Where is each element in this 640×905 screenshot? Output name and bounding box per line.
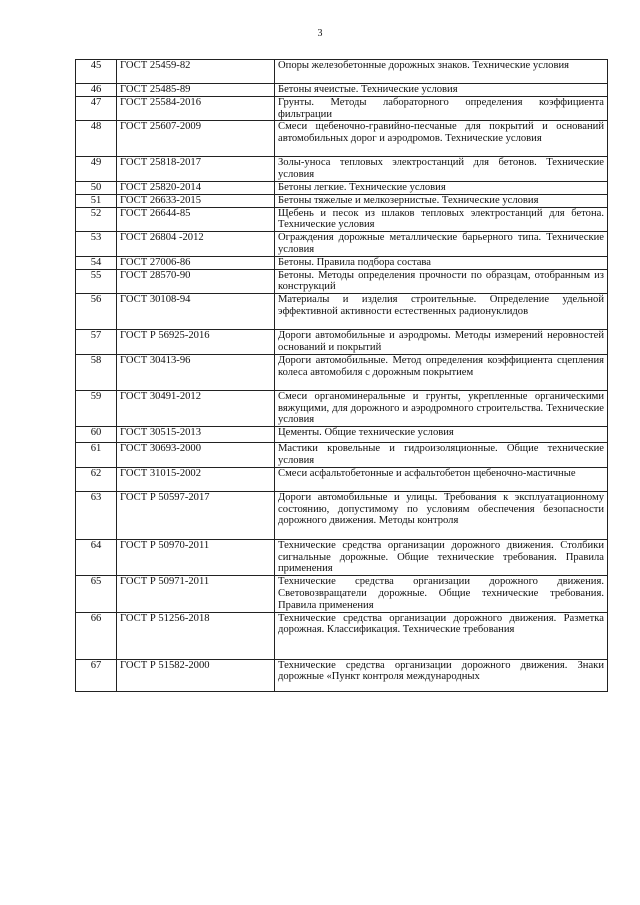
standard-code: ГОСТ Р 50971-2011 — [117, 576, 275, 612]
standard-title: Бетоны. Методы определения прочности по образцам, отобранным из конструкций — [275, 269, 608, 294]
standard-code: ГОСТ Р 56925-2016 — [117, 330, 275, 355]
standard-title: Мастики кровельные и гидроизоляционные. Общие технические условия — [275, 443, 608, 468]
standard-code: ГОСТ Р 51256-2018 — [117, 612, 275, 659]
row-number: 52 — [76, 207, 117, 232]
page-number: 3 — [317, 28, 323, 39]
table-row — [76, 294, 608, 330]
standard-code: ГОСТ 25607-2009 — [117, 121, 275, 157]
standard-title: Технические средства организации дорожного движения. Световозвращатели дорожные. Общие технические требования. Правила применения — [275, 576, 608, 612]
row-number: 45 — [76, 60, 117, 84]
table-row — [76, 96, 608, 121]
table-row — [76, 612, 608, 659]
standard-code: ГОСТ Р 50970-2011 — [117, 539, 275, 575]
standard-code: ГОСТ 25584-2016 — [117, 96, 275, 121]
table-row — [76, 60, 608, 84]
table-row — [76, 330, 608, 355]
table-row — [76, 390, 608, 426]
table-row — [76, 443, 608, 468]
row-number: 57 — [76, 330, 117, 355]
row-number: 46 — [76, 84, 117, 97]
standard-code: ГОСТ 30413-96 — [117, 354, 275, 390]
table-row — [76, 491, 608, 539]
table-row — [76, 269, 608, 294]
row-number: 61 — [76, 443, 117, 468]
standard-code: ГОСТ 25459-82 — [117, 60, 275, 84]
row-number: 51 — [76, 194, 117, 207]
standard-title: Технические средства организации дорожного движения. Столбики сигнальные дорожные. Общие технические требования. Правила применения — [275, 539, 608, 575]
row-number: 64 — [76, 539, 117, 575]
standard-title: Цементы. Общие технические условия — [275, 427, 608, 443]
row-number: 67 — [76, 659, 117, 691]
table-row — [76, 576, 608, 612]
standard-title: Опоры железобетонные дорожных знаков. Технические условия — [275, 60, 608, 84]
standard-title: Бетоны тяжелые и мелкозернистые. Технические условия — [275, 194, 608, 207]
table-row — [76, 181, 608, 194]
row-number: 55 — [76, 269, 117, 294]
table-row — [76, 232, 608, 257]
standards-table-body — [76, 60, 608, 692]
standard-code: ГОСТ 30491-2012 — [117, 390, 275, 426]
row-number: 66 — [76, 612, 117, 659]
standard-title: Материалы и изделия строительные. Определение удельной эффективной активности естественных радионуклидов — [275, 294, 608, 330]
standard-code: ГОСТ 26633-2015 — [117, 194, 275, 207]
row-number: 56 — [76, 294, 117, 330]
standard-title: Бетоны ячеистые. Технические условия — [275, 84, 608, 97]
standard-code: ГОСТ 25820-2014 — [117, 181, 275, 194]
standard-code: ГОСТ 26804 -2012 — [117, 232, 275, 257]
standard-title: Дороги автомобильные и аэродромы. Методы измерений неровностей оснований и покрытий — [275, 330, 608, 355]
table-row — [76, 659, 608, 691]
standard-title: Бетоны. Правила подбора состава — [275, 256, 608, 269]
standard-code: ГОСТ 30108-94 — [117, 294, 275, 330]
table-row — [76, 194, 608, 207]
standard-title: Смеси асфальтобетонные и асфальтобетон щебеночно-мастичные — [275, 467, 608, 491]
standards-table — [75, 59, 608, 692]
standard-title: Технические средства организации дорожного движения. Разметка дорожная. Классификация. Технические требования — [275, 612, 608, 659]
standard-title: Технические средства организации дорожного движения. Знаки дорожные «Пункт контроля международных — [275, 659, 608, 691]
table-row — [76, 157, 608, 182]
standard-title: Дороги автомобильные. Метод определения коэффициента сцепления колеса автомобиля с дорожным покрытием — [275, 354, 608, 390]
row-number: 62 — [76, 467, 117, 491]
standard-title: Смеси щебеночно-гравийно-песчаные для покрытий и оснований автомобильных дорог и аэродромов. Технические условия — [275, 121, 608, 157]
row-number: 60 — [76, 427, 117, 443]
table-row — [76, 84, 608, 97]
standard-title: Дороги автомобильные и улицы. Требования к эксплуатационному состоянию, допустимому по условиям обеспечения безопасности дорожного движения. Методы контроля — [275, 491, 608, 539]
table-row — [76, 256, 608, 269]
table-row — [76, 467, 608, 491]
standard-title: Бетоны легкие. Технические условия — [275, 181, 608, 194]
table-row — [76, 207, 608, 232]
row-number: 63 — [76, 491, 117, 539]
standard-code: ГОСТ 30693-2000 — [117, 443, 275, 468]
standard-code: ГОСТ 30515-2013 — [117, 427, 275, 443]
standard-code: ГОСТ Р 50597-2017 — [117, 491, 275, 539]
standard-title: Ограждения дорожные металлические барьерного типа. Технические условия — [275, 232, 608, 257]
standard-code: ГОСТ 26644-85 — [117, 207, 275, 232]
table-row — [76, 539, 608, 575]
table-row — [76, 427, 608, 443]
standard-title: Смеси органоминеральные и грунты, укрепленные органическими вяжущими, для дорожного и аэродромного строительства. Технические условия — [275, 390, 608, 426]
row-number: 53 — [76, 232, 117, 257]
row-number: 47 — [76, 96, 117, 121]
row-number: 49 — [76, 157, 117, 182]
standard-code: ГОСТ 27006-86 — [117, 256, 275, 269]
table-row — [76, 121, 608, 157]
standard-code: ГОСТ 31015-2002 — [117, 467, 275, 491]
standard-code: ГОСТ 25818-2017 — [117, 157, 275, 182]
row-number: 50 — [76, 181, 117, 194]
standard-title: Грунты. Методы лабораторного определения коэффициента фильтрации — [275, 96, 608, 121]
standard-title: Щебень и песок из шлаков тепловых электростанций для бетона. Технические условия — [275, 207, 608, 232]
row-number: 48 — [76, 121, 117, 157]
row-number: 65 — [76, 576, 117, 612]
standard-code: ГОСТ Р 51582-2000 — [117, 659, 275, 691]
row-number: 59 — [76, 390, 117, 426]
standard-code: ГОСТ 25485-89 — [117, 84, 275, 97]
table-row — [76, 354, 608, 390]
row-number: 58 — [76, 354, 117, 390]
row-number: 54 — [76, 256, 117, 269]
standard-code: ГОСТ 28570-90 — [117, 269, 275, 294]
standard-title: Золы-уноса тепловых электростанций для бетонов. Технические условия — [275, 157, 608, 182]
